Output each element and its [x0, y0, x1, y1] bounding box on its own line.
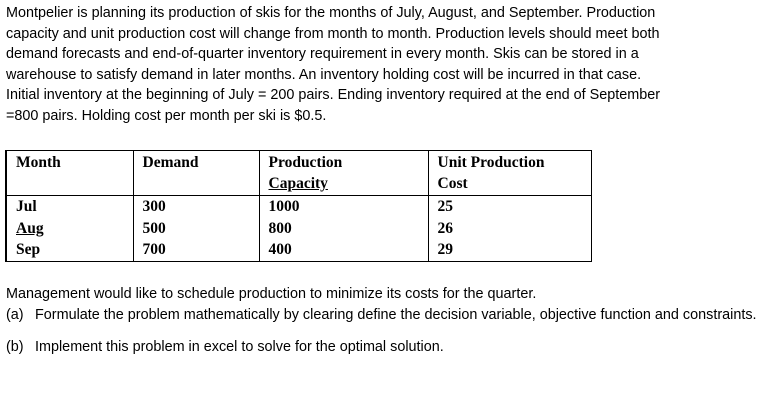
intro-line: =800 pairs. Holding cost per month per ski is $0.5.	[6, 107, 327, 124]
header-capacity-line1: Production	[268, 154, 343, 171]
table-row	[6, 239, 591, 261]
question-label: (b)	[6, 339, 24, 355]
cell-cost: 29	[428, 239, 591, 261]
question-a	[6, 305, 774, 326]
table-row	[6, 196, 591, 218]
table-row	[6, 218, 591, 240]
cell-demand: 500	[133, 218, 259, 240]
header-production-capacity	[259, 151, 428, 196]
table-header-row	[6, 151, 591, 196]
intro-line: warehouse to satisfy demand in later months. An inventory holding cost will be incurred in that case.	[6, 66, 642, 83]
questions-section	[6, 284, 774, 358]
question-text: Formulate the problem mathematically by clearing define the decision variable, objective function and constraints.	[35, 307, 757, 323]
intro-line: Initial inventory at the beginning of July = 200 pairs. Ending inventory required at the end of September	[6, 87, 660, 104]
management-statement: Management would like to schedule production to minimize its costs for the quarter.	[6, 286, 537, 302]
header-month: Month	[6, 151, 133, 196]
cell-cost: 26	[428, 218, 591, 240]
intro-line: demand forecasts and end-of-quarter inventory requirement in every month. Skis can be stored in a	[6, 46, 639, 63]
cell-month: Aug	[6, 218, 133, 240]
intro-line: capacity and unit production cost will change from month to month. Production levels should meet both	[6, 25, 660, 42]
header-cost-line2: Cost	[437, 175, 468, 192]
header-unit-production-cost	[428, 151, 591, 196]
question-b	[6, 337, 774, 358]
cell-capacity: 800	[259, 218, 428, 240]
header-cost-line1: Unit Production	[437, 154, 545, 171]
cell-demand: 300	[133, 196, 259, 218]
cell-cost: 25	[428, 196, 591, 218]
header-demand: Demand	[133, 151, 259, 196]
cell-capacity: 400	[259, 239, 428, 261]
question-text: Implement this problem in excel to solve for the optimal solution.	[35, 339, 444, 355]
cell-month: Sep	[6, 239, 133, 261]
cell-demand: 700	[133, 239, 259, 261]
cell-capacity: 1000	[259, 196, 428, 218]
header-capacity-line2: Capacity	[268, 175, 328, 192]
intro-line: Montpelier is planning its production of skis for the months of July, August, and September. Production	[6, 5, 656, 21]
question-label: (a)	[6, 307, 24, 323]
cell-month: Jul	[6, 196, 133, 218]
production-table	[5, 150, 592, 262]
problem-statement	[6, 3, 774, 127]
